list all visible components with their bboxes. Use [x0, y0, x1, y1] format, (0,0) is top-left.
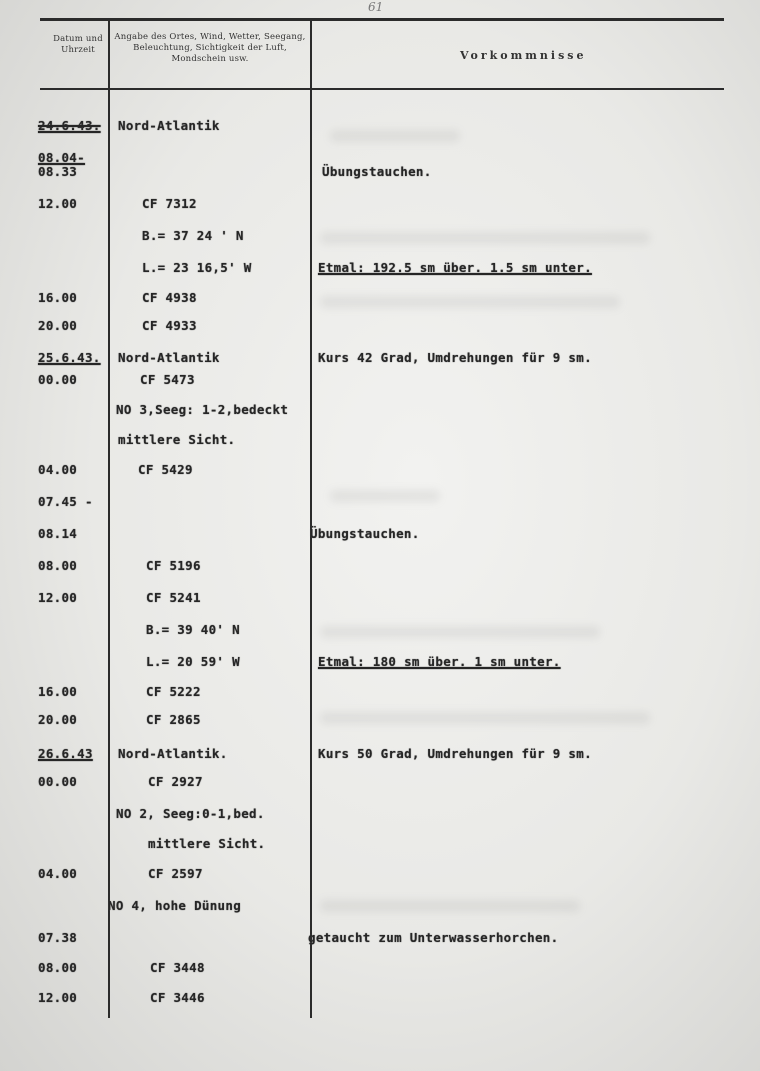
row-place: CF 2865 [146, 712, 201, 727]
row-place: mittlere Sicht. [148, 836, 266, 851]
row-place: CF 2597 [148, 866, 203, 881]
row-place: L.= 23 16,5' W [142, 260, 252, 275]
header-date-column: Datum und Uhrzeit [53, 34, 103, 55]
row-date: 12.00 [38, 590, 78, 605]
smudge [330, 130, 460, 142]
top-rule [40, 18, 724, 21]
row-event: Kurs 42 Grad, Umdrehungen für 9 sm. [318, 350, 592, 365]
row-date: 08.14 [38, 526, 78, 541]
row-place: NO 2, Seeg:0-1,bed. [116, 806, 265, 821]
header-events-column: Vorkommnisse [460, 49, 587, 62]
smudge [320, 626, 600, 638]
row-place: NO 4, hohe Dünung [108, 898, 242, 913]
row-date: 00.00 [38, 372, 78, 387]
row-place: CF 5241 [146, 590, 201, 605]
row-event: Übungstauchen. [310, 526, 420, 541]
smudge [320, 296, 620, 308]
row-place: CF 7312 [142, 196, 197, 211]
page-number: 61 [368, 0, 384, 14]
row-event: Kurs 50 Grad, Umdrehungen für 9 sm. [318, 746, 592, 761]
row-date: 25.6.43. [38, 350, 101, 365]
row-place: CF 4933 [142, 318, 197, 333]
row-place: CF 5429 [138, 462, 193, 477]
row-place: CF 3448 [150, 960, 205, 975]
row-event: Etmal: 180 sm über. 1 sm unter. [318, 654, 561, 669]
row-date: 12.00 [38, 990, 78, 1005]
row-event: Etmal: 192.5 sm über. 1.5 sm unter. [318, 260, 592, 275]
place-column-divider [310, 20, 312, 1018]
date-column-divider [108, 20, 110, 1018]
row-place: B.= 37 24 ' N [142, 228, 244, 243]
row-date: 20.00 [38, 712, 78, 727]
header-rule [40, 88, 724, 90]
row-place: mittlere Sicht. [118, 432, 236, 447]
row-place: Nord-Atlantik [118, 118, 220, 133]
row-place: NO 3,Seeg: 1-2,bedeckt [116, 402, 289, 417]
row-date: 16.00 [38, 684, 78, 699]
smudge [320, 900, 580, 912]
smudge [330, 490, 440, 502]
smudge [320, 712, 650, 724]
row-event: getaucht zum Unterwasserhorchen. [308, 930, 559, 945]
smudge [320, 232, 650, 244]
row-place: Nord-Atlantik. [118, 746, 228, 761]
row-place: Nord-Atlantik [118, 350, 220, 365]
row-date: 12.00 [38, 196, 78, 211]
row-date: 26.6.43 [38, 746, 93, 761]
row-date: 07.45 - [38, 494, 93, 509]
row-place: CF 5222 [146, 684, 201, 699]
row-place: CF 4938 [142, 290, 197, 305]
row-event: Übungstauchen. [322, 164, 432, 179]
row-place: B.= 39 40' N [146, 622, 240, 637]
row-date: 08.00 [38, 558, 78, 573]
header-place-column: Angabe des Ortes, Wind, Wetter, Seegang, Beleuchtung, Sichtigkeit der Luft, Mondschein usw. [114, 32, 306, 64]
row-date: 07.38 [38, 930, 78, 945]
row-date: 04.00 [38, 462, 78, 477]
row-place: L.= 20 59' W [146, 654, 240, 669]
row-date: 16.00 [38, 290, 78, 305]
row-date: 24.6.43. [38, 118, 101, 133]
row-date: 04.00 [38, 866, 78, 881]
row-date: 08.33 [38, 164, 78, 179]
row-date: 08.04- [38, 150, 85, 165]
row-date: 08.00 [38, 960, 78, 975]
row-place: CF 2927 [148, 774, 203, 789]
row-date: 20.00 [38, 318, 78, 333]
row-place: CF 5196 [146, 558, 201, 573]
row-date: 00.00 [38, 774, 78, 789]
row-place: CF 5473 [140, 372, 195, 387]
row-place: CF 3446 [150, 990, 205, 1005]
